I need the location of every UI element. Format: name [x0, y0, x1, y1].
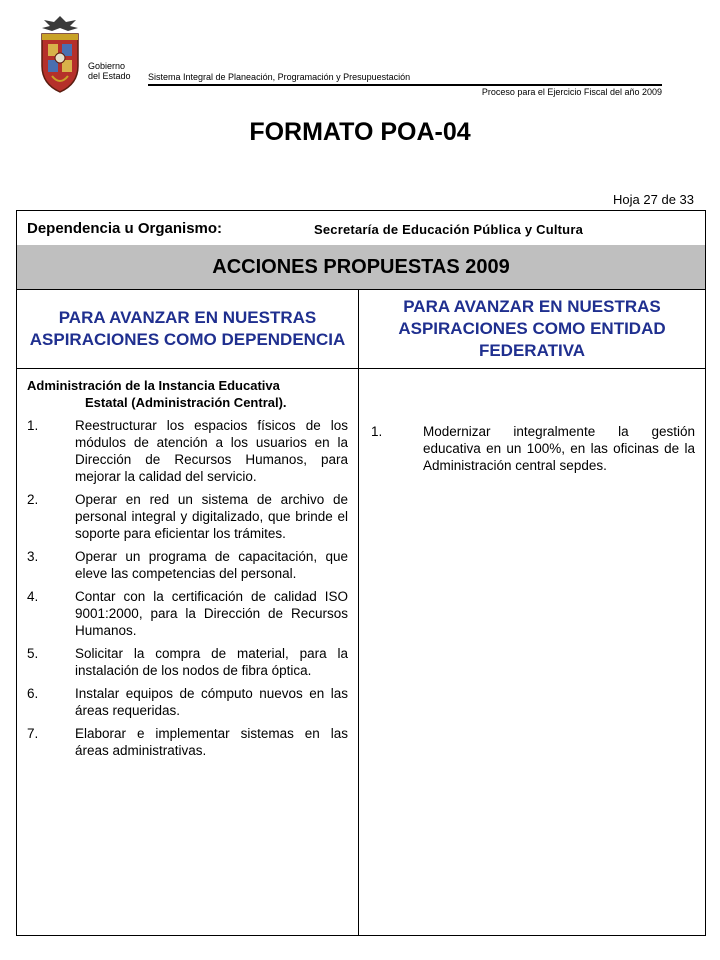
list-item — [27, 725, 348, 759]
actions-body — [17, 369, 705, 935]
right-column-header: PARA AVANZAR EN NUESTRAS ASPIRACIONES COMO ENTIDAD FEDERATIVA — [398, 297, 666, 360]
dependency-row — [17, 211, 705, 246]
document-title: FORMATO POA-04 — [249, 118, 471, 146]
list-item — [27, 491, 348, 542]
area-title-line2: Estatal (Administración Central). — [85, 395, 287, 410]
page-count: Hoja 27 de 33 — [613, 192, 694, 207]
entity-actions-column — [359, 369, 705, 935]
item-text: Operar en red un sistema de archivo de personal integral y digitalizado, que brinde el soporte para eficientar los trámites. — [75, 492, 348, 541]
area-title — [27, 377, 348, 411]
item-text: Solicitar la compra de material, para la instalación de los nodos de fibra óptica. — [75, 646, 348, 678]
area-title-line1: Administración de la Instancia Educativa — [27, 378, 280, 393]
list-item — [371, 423, 695, 474]
item-text: Contar con la certificación de calidad ISO 9001:2000, para la Dirección de Recursos Humanos. — [75, 589, 348, 638]
item-number: 1. — [27, 418, 39, 433]
government-label — [88, 61, 131, 81]
list-item — [27, 548, 348, 582]
list-item — [27, 685, 348, 719]
state-coat-of-arms-icon — [36, 14, 84, 96]
item-text: Operar un programa de capacitación, que eleve las competencias del personal. — [75, 549, 348, 581]
government-line1: Gobierno — [88, 61, 126, 71]
column-headers — [17, 290, 705, 369]
item-text: Reestructurar los espacios físicos de los módulos de atención a los usuarios en la Dirección de Recursos Humanos, para mejorar la calidad del servicio. — [75, 418, 348, 484]
left-column-header: PARA AVANZAR EN NUESTRAS ASPIRACIONES COMO DEPENDENCIA — [17, 290, 359, 368]
item-number: 5. — [27, 646, 39, 661]
process-label: Proceso para el Ejercicio Fiscal del año 2009 — [481, 87, 662, 97]
system-title: Sistema Integral de Planeación, Programación y Presupuestación — [148, 72, 411, 82]
item-number: 2. — [27, 492, 39, 507]
list-item — [27, 417, 348, 485]
item-number: 7. — [27, 726, 39, 741]
document-header — [0, 0, 720, 110]
header-divider — [148, 84, 662, 86]
dependency-actions-list — [27, 417, 348, 759]
item-number: 1. — [371, 424, 383, 439]
dependency-value: Secretaría de Educación Pública y Cultura — [314, 222, 584, 237]
item-text: Elaborar e implementar sistemas en las áreas administrativas. — [75, 726, 348, 758]
dependency-actions-column — [17, 369, 359, 935]
item-number: 4. — [27, 589, 39, 604]
dependency-label: Dependencia u Organismo: — [27, 220, 223, 237]
government-line2: del Estado — [88, 71, 131, 81]
list-item — [27, 645, 348, 679]
item-text: Instalar equipos de cómputo nuevos en las áreas requeridas. — [75, 686, 348, 718]
list-item — [27, 588, 348, 639]
item-number: 6. — [27, 686, 39, 701]
item-number: 3. — [27, 549, 39, 564]
entity-actions-list — [371, 423, 695, 474]
section-title: ACCIONES PROPUESTAS 2009 — [17, 245, 705, 290]
poa-form-table — [16, 210, 706, 936]
item-text: Modernizar integralmente la gestión educativa en un 100%, en las oficinas de la Administración central sepdes. — [423, 424, 695, 473]
